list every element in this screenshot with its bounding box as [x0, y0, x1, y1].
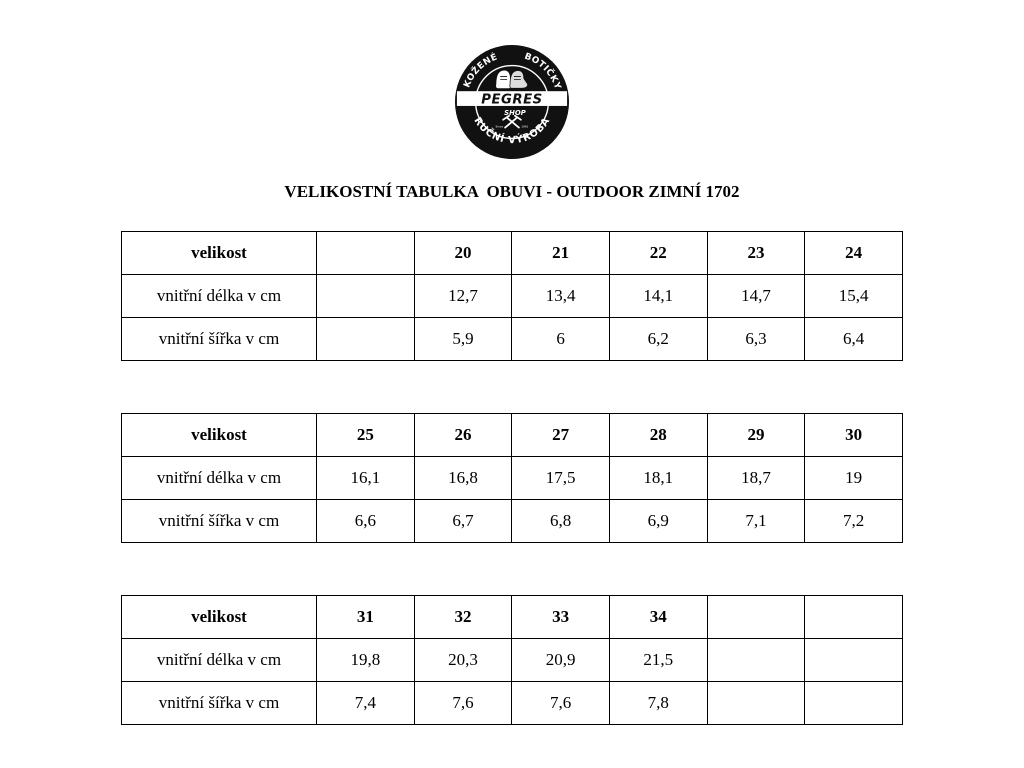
row-label: vnitřní délka v cm [122, 639, 317, 682]
size-cell: 34 [609, 596, 707, 639]
value-cell [805, 682, 903, 725]
value-cell [707, 639, 805, 682]
value-cell: 7,8 [609, 682, 707, 725]
logo-emblem [453, 43, 571, 161]
value-cell: 18,1 [609, 457, 707, 500]
size-cell: 33 [512, 596, 610, 639]
logo-brand: PEGRES [481, 92, 543, 108]
logo-year: 1991 [521, 124, 529, 129]
size-table-1 [121, 231, 903, 361]
size-cell: 22 [609, 232, 707, 275]
value-cell [317, 275, 415, 318]
value-cell: 7,1 [707, 500, 805, 543]
logo-shop: SHOP [504, 108, 526, 117]
size-cell [805, 596, 903, 639]
row-label: vnitřní délka v cm [122, 275, 317, 318]
size-table-2 [121, 413, 903, 543]
row-label: velikost [122, 232, 317, 275]
length-row [122, 639, 903, 682]
value-cell: 7,2 [805, 500, 903, 543]
value-cell: 6,3 [707, 318, 805, 361]
value-cell: 19 [805, 457, 903, 500]
value-cell: 20,3 [414, 639, 512, 682]
row-label: vnitřní délka v cm [122, 457, 317, 500]
value-cell [707, 682, 805, 725]
logo-arc-top-right: BOTIČKY [522, 51, 563, 92]
size-cell: 29 [707, 414, 805, 457]
width-row [122, 682, 903, 725]
value-cell: 14,7 [707, 275, 805, 318]
value-cell: 6,7 [414, 500, 512, 543]
size-cell: 27 [512, 414, 610, 457]
size-cell [317, 232, 415, 275]
value-cell: 14,1 [609, 275, 707, 318]
row-label: velikost [122, 414, 317, 457]
value-cell: 6,9 [609, 500, 707, 543]
logo-arc-bottom: RUČNÍ VÝROBA [471, 115, 553, 147]
value-cell: 12,7 [414, 275, 512, 318]
value-cell: 7,6 [512, 682, 610, 725]
size-cell: 20 [414, 232, 512, 275]
value-cell: 16,8 [414, 457, 512, 500]
row-label: velikost [122, 596, 317, 639]
value-cell: 6 [512, 318, 610, 361]
value-cell: 19,8 [317, 639, 415, 682]
width-row [122, 500, 903, 543]
logo [453, 43, 571, 161]
size-row [122, 232, 903, 275]
row-label: vnitřní šířka v cm [122, 682, 317, 725]
value-cell: 16,1 [317, 457, 415, 500]
value-cell: 6,8 [512, 500, 610, 543]
value-cell: 6,2 [609, 318, 707, 361]
logo-since: Since [495, 124, 503, 129]
size-cell: 31 [317, 596, 415, 639]
value-cell: 7,4 [317, 682, 415, 725]
size-cell: 24 [805, 232, 903, 275]
size-cell: 21 [512, 232, 610, 275]
value-cell: 17,5 [512, 457, 610, 500]
size-cell [707, 596, 805, 639]
value-cell: 7,6 [414, 682, 512, 725]
value-cell: 6,6 [317, 500, 415, 543]
row-label: vnitřní šířka v cm [122, 500, 317, 543]
size-row [122, 596, 903, 639]
value-cell: 13,4 [512, 275, 610, 318]
value-cell: 15,4 [805, 275, 903, 318]
value-cell: 18,7 [707, 457, 805, 500]
length-row [122, 457, 903, 500]
value-cell [317, 318, 415, 361]
size-cell: 23 [707, 232, 805, 275]
value-cell: 5,9 [414, 318, 512, 361]
value-cell: 20,9 [512, 639, 610, 682]
size-row [122, 414, 903, 457]
length-row [122, 275, 903, 318]
size-cell: 28 [609, 414, 707, 457]
value-cell [805, 639, 903, 682]
value-cell: 21,5 [609, 639, 707, 682]
document-title: VELIKOSTNÍ TABULKA OBUVI - OUTDOOR ZIMNÍ 1702 [284, 182, 740, 201]
size-table-3 [121, 595, 903, 725]
size-cell: 32 [414, 596, 512, 639]
width-row [122, 318, 903, 361]
size-cell: 26 [414, 414, 512, 457]
value-cell: 6,4 [805, 318, 903, 361]
size-cell: 25 [317, 414, 415, 457]
row-label: vnitřní šířka v cm [122, 318, 317, 361]
size-cell: 30 [805, 414, 903, 457]
logo-arc-top-left: KOŽENÉ [462, 52, 500, 90]
